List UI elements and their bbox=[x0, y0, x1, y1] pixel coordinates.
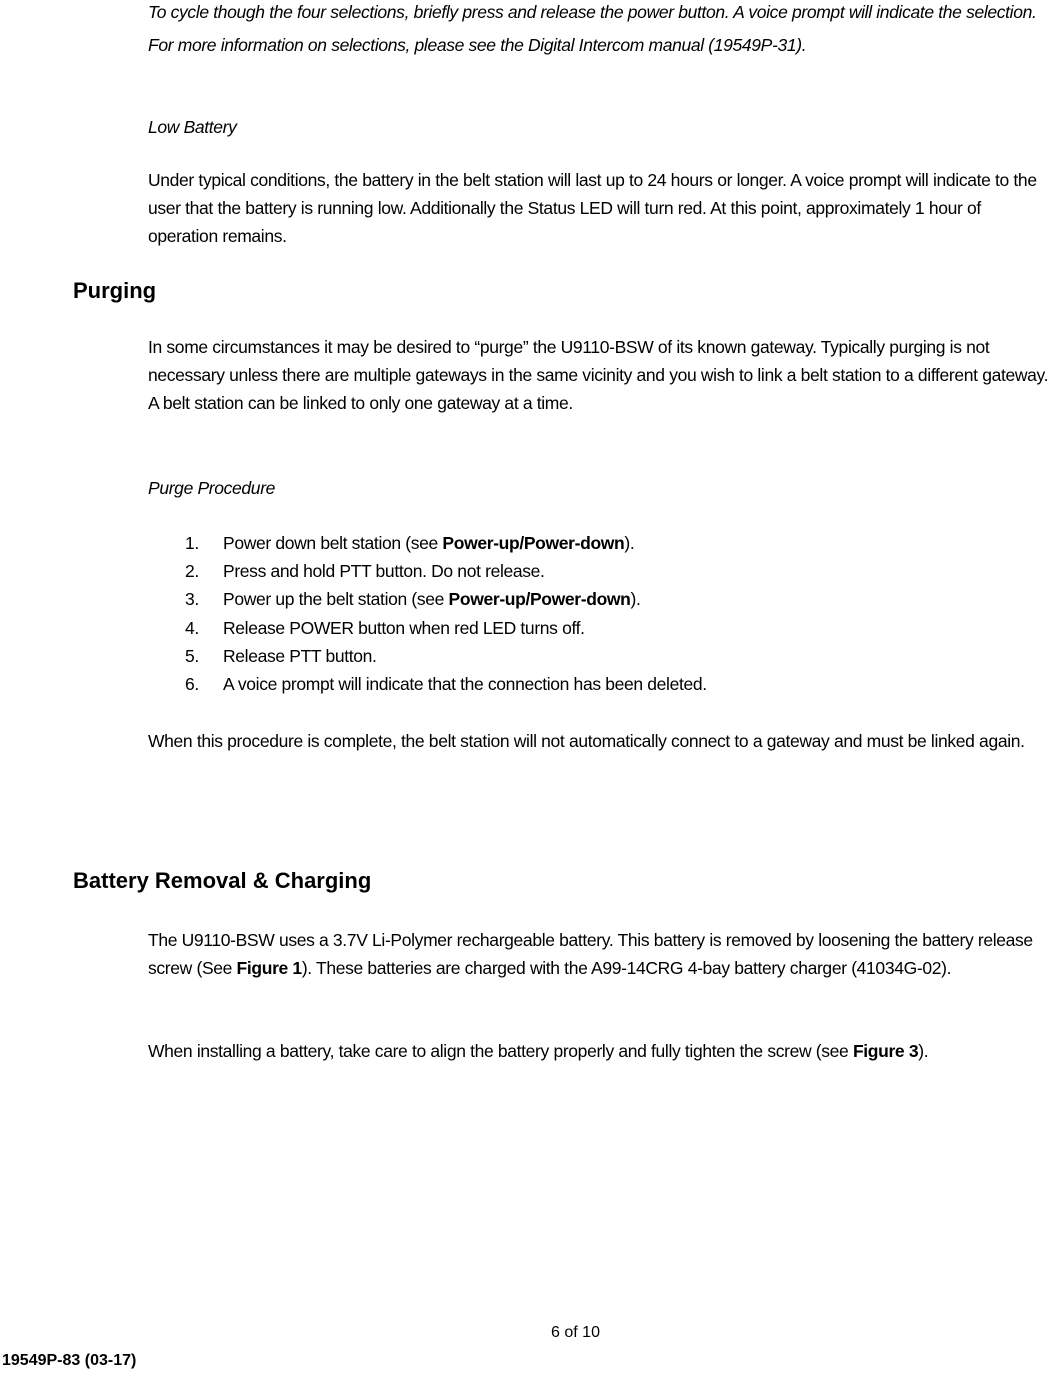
step-number: 3. bbox=[185, 589, 199, 610]
intro-paragraph: To cycle though the four selections, briefly press and release the power button. A voice prompt will indicate the selection. For more information on selections, please see the Digital Intercom manual (19549P-31). bbox=[148, 2, 1037, 55]
battery-install-text-end: ). bbox=[918, 1041, 929, 1061]
battery-text-end: ). These batteries are charged with the A99-14CRG 4-bay battery charger (41034G-02). bbox=[301, 958, 952, 978]
page-number: 6 of 10 bbox=[551, 1324, 600, 1341]
purge-procedure-title: Purge Procedure bbox=[148, 478, 276, 498]
purging-heading: Purging bbox=[73, 278, 157, 303]
list-item bbox=[185, 557, 707, 585]
battery-paragraph-1 bbox=[148, 926, 1053, 982]
list-item bbox=[185, 585, 707, 613]
step-text: A voice prompt will indicate that the connection has been deleted. bbox=[223, 674, 707, 695]
list-item bbox=[185, 670, 707, 698]
step-reference: Power-up/Power-down bbox=[442, 533, 625, 553]
step-text: Press and hold PTT button. Do not release. bbox=[223, 561, 545, 582]
battery-text: The U9110-BSW uses a 3.7V Li-Polymer rechargeable battery. This battery is removed by loosening the battery release screw (See bbox=[148, 930, 1033, 978]
step-number: 1. bbox=[185, 533, 199, 553]
step-number: 6. bbox=[185, 674, 199, 695]
purge-steps-list bbox=[185, 529, 707, 698]
document-id: 19549P-83 (03-17) bbox=[2, 1352, 137, 1369]
low-battery-title: Low Battery bbox=[148, 117, 237, 137]
step-text: Power up the belt station (see bbox=[223, 589, 449, 610]
figure-reference: Figure 3 bbox=[852, 1041, 919, 1061]
battery-heading: Battery Removal & Charging bbox=[73, 868, 372, 893]
battery-install-text: When installing a battery, take care to align the battery properly and fully tighten the screw (see bbox=[148, 1041, 853, 1061]
step-number: 2. bbox=[185, 561, 199, 582]
step-text: Release PTT button. bbox=[223, 645, 377, 666]
step-text-end: ). bbox=[624, 533, 635, 553]
step-reference: Power-up/Power-down bbox=[448, 589, 631, 610]
purging-paragraph: In some circumstances it may be desired to “purge” the U9110-BSW of its known gateway. Typically purging is not necessary unless there are multiple gateways in the same vicinity and you wish to link a belt station to a different gateway. A belt station can be linked to only one gateway at a time. bbox=[148, 337, 1049, 413]
step-text: Release POWER button when red LED turns off. bbox=[223, 617, 585, 638]
step-number: 5. bbox=[185, 645, 199, 666]
list-item bbox=[185, 614, 707, 642]
battery-paragraph-2 bbox=[148, 1037, 1053, 1065]
purge-closing-paragraph: When this procedure is complete, the belt station will not automatically connect to a gateway and must be linked again. bbox=[148, 731, 1025, 751]
step-number: 4. bbox=[185, 617, 199, 638]
list-item bbox=[185, 529, 707, 557]
figure-reference: Figure 1 bbox=[236, 958, 302, 978]
low-battery-paragraph: Under typical conditions, the battery in the belt station will last up to 24 hours or longer. A voice prompt will indicate to the user that the battery is running low. Additionally the Status LED will turn red. At this point, approximately 1 hour of operation remains. bbox=[148, 170, 1037, 246]
step-text: Power down belt station (see bbox=[223, 533, 443, 553]
step-text-end: ). bbox=[630, 589, 641, 610]
list-item bbox=[185, 642, 707, 670]
